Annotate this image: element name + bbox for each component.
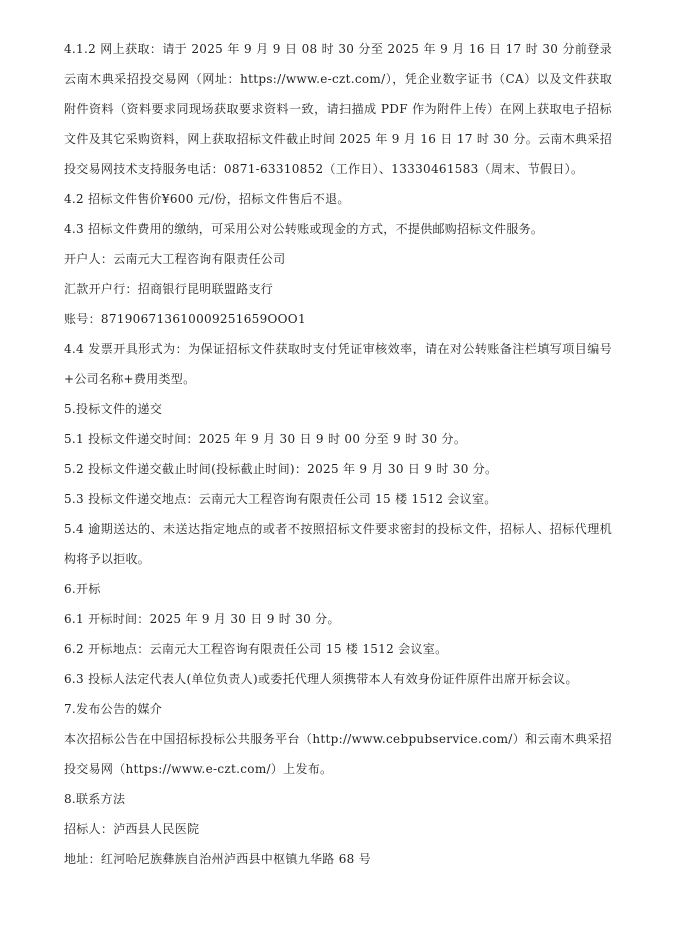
- section-heading-bid-opening: 6.开标: [64, 582, 101, 596]
- paragraph-attendance: 6.3 投标人法定代表人(单位负责人)或委托代理人须携带本人有效身份证件原件出席开标会议。: [64, 672, 578, 686]
- paragraph-opening-time: 6.1 开标时间：2025 年 9 月 30 日 9 时 30 分。: [64, 612, 340, 626]
- paragraph-submission-deadline: 5.2 投标文件递交截止时间(投标截止时间)：2025 年 9 月 30 日 9 时 30 分。: [64, 462, 498, 476]
- paragraph-fee-payment: 4.3 招标文件费用的缴纳，可采用公对公转账或现金的方式，不提供邮购招标文件服务。: [64, 222, 544, 236]
- paragraph-submission-location: 5.3 投标文件递交地点：云南元大工程咨询有限责任公司 15 楼 1512 会议室。: [64, 492, 497, 506]
- paragraph-online-acquisition: 4.1.2 网上获取：请于 2025 年 9 月 9 日 08 时 30 分至 2025 年 9 月 16 日 17 时 30 分前登录云南木典采招投交易网（网址：https://www.e-czt.com/），凭企业数字证书（CA）以及文件获取附件资料（资料要求同现场获取要求资料一致，请扫描成 PDF 作为附件上传）在网上获取电子招标文件及其它采购资料，网上获取招标文件截止时间 2025 年 9 月 16 日 17 时 30 分。云南木典采招投交易网技术支持服务电话：0871-63310852（工作日）、13330461583（周末、节假日）。: [64, 42, 612, 176]
- paragraph-account-number: 账号：871906713610009251659OOO1: [64, 312, 306, 326]
- paragraph-tenderer: 招标人：泸西县人民医院: [64, 822, 200, 836]
- paragraph-document-price: 4.2 招标文件售价¥600 元/份，招标文件售后不退。: [64, 192, 350, 206]
- paragraph-bank: 汇款开户行：招商银行昆明联盟路支行: [64, 282, 274, 296]
- paragraph-publication: 本次招标公告在中国招标投标公共服务平台（http://www.cebpubservice.com/）和云南木典采招投交易网（https://www.e-czt.com/）上发布。: [64, 732, 612, 776]
- section-heading-bid-submission: 5.投标文件的递交: [64, 402, 163, 416]
- paragraph-submission-time: 5.1 投标文件递交时间：2025 年 9 月 30 日 9 时 00 分至 9 时 30 分。: [64, 432, 467, 446]
- section-heading-media: 7.发布公告的媒介: [64, 702, 163, 716]
- section-heading-contact: 8.联系方法: [64, 792, 126, 806]
- paragraph-invoice: 4.4 发票开具形式为：为保证招标文件获取时支付凭证审核效率，请在对公转账备注栏填写项目编号+公司名称+费用类型。: [64, 342, 612, 386]
- document-body: [64, 34, 612, 874]
- paragraph-opening-location: 6.2 开标地点：云南元大工程咨询有限责任公司 15 楼 1512 会议室。: [64, 642, 448, 656]
- paragraph-address: 地址：红河哈尼族彝族自治州泸西县中枢镇九华路 68 号: [64, 852, 372, 866]
- paragraph-late-submission: 5.4 逾期送达的、未送达指定地点的或者不按照招标文件要求密封的投标文件，招标人、招标代理机构将予以拒收。: [64, 522, 612, 566]
- paragraph-account-holder: 开户人：云南元大工程咨询有限责任公司: [64, 252, 286, 266]
